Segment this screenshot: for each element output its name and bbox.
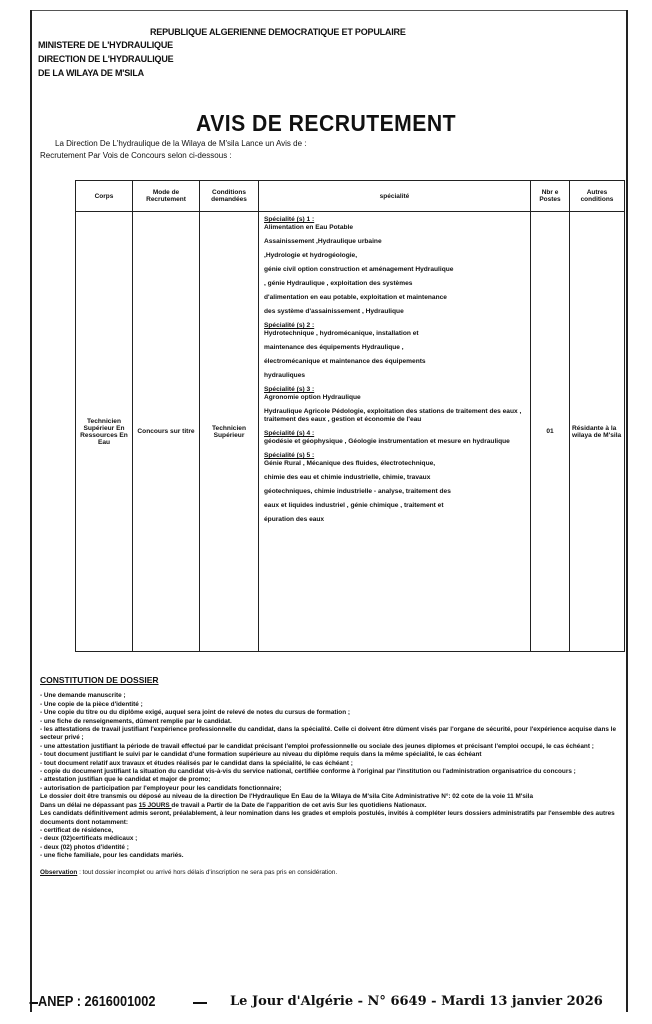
specialite-item: , génie Hydraulique , exploitation des systèmes [264,280,413,287]
col-corps: Corps [76,181,133,212]
specialite-item: géotechniques, chimie industrielle - analyse, traitement des [264,488,451,495]
cell-postes: 01 [531,212,570,652]
cell-specialites [259,212,531,652]
intro-line-2: Recrutement Par Vois de Concours selon ci-dessous : [40,151,232,160]
list-item: - les attestations de travail justifiant l'expérience professionnelle du candidat, dans la spécialité. Celle ci doivent être dûment visés par l'organe de sécurité, pour l'expérience acquise dans le secteur privé ; [40,726,617,742]
intro-line-1: La Direction De L'hydraulique de la Wilaya de M'sila Lance un Avis de : [55,139,307,148]
specialite-item: épuration des eaux [264,516,325,523]
list-item: - Une copie du titre ou du diplôme exigé, auquel sera joint de relevé de notes du cursus de formation ; [40,709,350,717]
specialite-item: maintenance des équipements Hydraulique , [264,344,404,351]
specialite-title: Spécialité (s) 5 : [264,452,315,459]
cell-conditions: Technicien Supérieur [200,212,259,652]
specialite-item: génie civil option construction et aménagement Hydraulique [264,266,454,273]
delay-text [40,802,625,810]
list-item: - Une copie de la pièce d'identité ; [40,700,143,708]
specialite-item: chimie des eau et chimie industrielle, chimie, travaux [264,474,431,481]
dossier-section [40,676,625,877]
specialite-item: Hydrotechnique , hydromécanique, installation et [264,330,419,337]
specialite-item: hydrauliques [264,372,306,379]
specialite-title: Spécialité (s) 1 : [264,216,315,223]
table-header-row [76,181,625,212]
specialite-item: des système d'assainissement , Hydraulique [264,308,404,315]
specialite-title: Spécialité (s) 2 : [264,322,315,329]
republic-header: REPUBLIQUE ALGERIENNE DEMOCRATIQUE ET POPULAIRE [150,27,406,37]
observation [40,869,625,877]
footer-dash [193,1002,207,1004]
ministry-header: MINISTERE DE L'HYDRAULIQUE [38,40,173,50]
col-conditions: Conditions demandées [200,181,259,212]
specialite-item: géodésie et géophysique , Géologie instrumentation et mesure en hydraulique [264,438,510,445]
specialite-item: d'alimentation en eau potable, exploitation et maintenance [264,294,447,301]
table-row [76,212,625,652]
specialite-item: Hydraulique Agricole Pédologie, exploitation des stations de traitement des eaux , traitement des eaux , gestion et économie de l'eau [264,408,522,423]
cell-autres: Résidante à la wilaya de M'sila [570,212,625,652]
extra-documents-list [40,827,625,861]
footer [30,993,628,1013]
specialite-item: eaux et liquides industriel , génie chimique , traitement et [264,502,444,509]
list-item: - attestation justifian que le candidat et major de promo; [40,776,211,784]
list-item: - tout document justifiant le suivi par le candidat d'une formation supérieure au niveau du diplôme requis dans la même spécialité, le cas échéant [40,751,482,759]
admitted-text: Les candidats définitivement admis seront, préalablement, à leur nomination dans les grades et emplois postulés, invités à compléter leurs dossiers administratifs par l'ensemble des autres documents dont notamment: [40,810,615,826]
dossier-title: CONSTITUTION DE DOSSIER [40,675,159,685]
col-specialite: spécialité [259,181,531,212]
page-title: AVIS DE RECRUTEMENT [196,110,456,136]
list-item: - tout document relatif aux travaux et études réalisés par le candidat dans la spécialité, le cas échéant ; [40,759,353,767]
specialite-item: Assainissement ,Hydraulique urbaine [264,238,382,245]
deposit-text: Le dossier doit être transmis ou déposé au niveau de la direction De l'Hydraulique En Eau de la Wilaya de M'sila Cite Administrative N°: 02 cote de la voie 11 M'sila [40,793,534,801]
col-mode: Mode de Recrutement [133,181,200,212]
specialite-item: électromécanique et maintenance des équipements [264,358,426,365]
col-autres: Autres conditions [570,181,625,212]
list-item: - deux (02) photos d'identité ; [40,843,129,851]
direction-header: DIRECTION DE L'HYDRAULIQUE [38,54,174,64]
list-item: - une fiche familiale, pour les candidats mariés. [40,852,184,860]
list-item: - copie du document justifiant la situation du candidat vis-à-vis du service national, certifiée conforme à l'original par l'institution ou l'administration organisatrice du concours ; [40,768,576,776]
journal-info: Le Jour d'Algérie - N° 6649 - Mardi 13 janvier 2026 [230,994,603,1009]
list-item: - Une demande manuscrite ; [40,692,126,700]
list-item: - certificat de résidence, [40,826,114,834]
anep-reference: ANEP : 2616001002 [38,993,156,1010]
col-postes: Nbr e Postes [531,181,570,212]
list-item: - autorisation de participation par l'employeur pour les candidats fonctionnaire; [40,784,282,792]
delay-days: 15 JOURS [138,801,172,809]
dossier-list [40,692,625,793]
specialite-item: ,Hydrologie et hydrogéologie, [264,252,358,259]
wilaya-header: DE LA WILAYA DE M'SILA [38,68,144,78]
delay-after: de travail a Partir de la Date de l'apparition de cet avis Sur les quotidiens Nationaux. [171,801,427,809]
list-item: - une fiche de renseignements, dûment remplie par le candidat. [40,717,232,725]
list-item: - une attestation justifiant la période de travail effectué par le candidat précisant l'emploi professionnelle ou sociale des jeunes diplomes et précisant l'emploi occupé, le cas échéant ; [40,742,594,750]
cell-corps: Technicien Supérieur En Ressources En Eau [76,212,133,652]
frame-border-left [30,10,32,1012]
specialite-item: Agronomie option Hydraulique [264,394,361,401]
specialite-title: Spécialité (s) 4 : [264,430,315,437]
cell-mode: Concours sur titre [133,212,200,652]
specialite-title: Spécialité (s) 3 : [264,386,315,393]
delay-before: Dans un délai ne dépassant pas [40,801,139,809]
observation-label: Observation [40,868,78,876]
frame-border-right [626,10,628,1012]
frame-border-top [30,10,628,11]
specialite-item: Alimentation en Eau Potable [264,224,354,231]
list-item: - deux (02)certificats médicaux ; [40,835,138,843]
observation-text: : tout dossier incomplet ou arrivé hors délais d'inscription ne sera pas pris en considération. [77,868,338,876]
specialite-item: Génie Rural , Mécanique des fluides, électrotechnique, [264,460,436,467]
recruitment-table [75,180,625,652]
